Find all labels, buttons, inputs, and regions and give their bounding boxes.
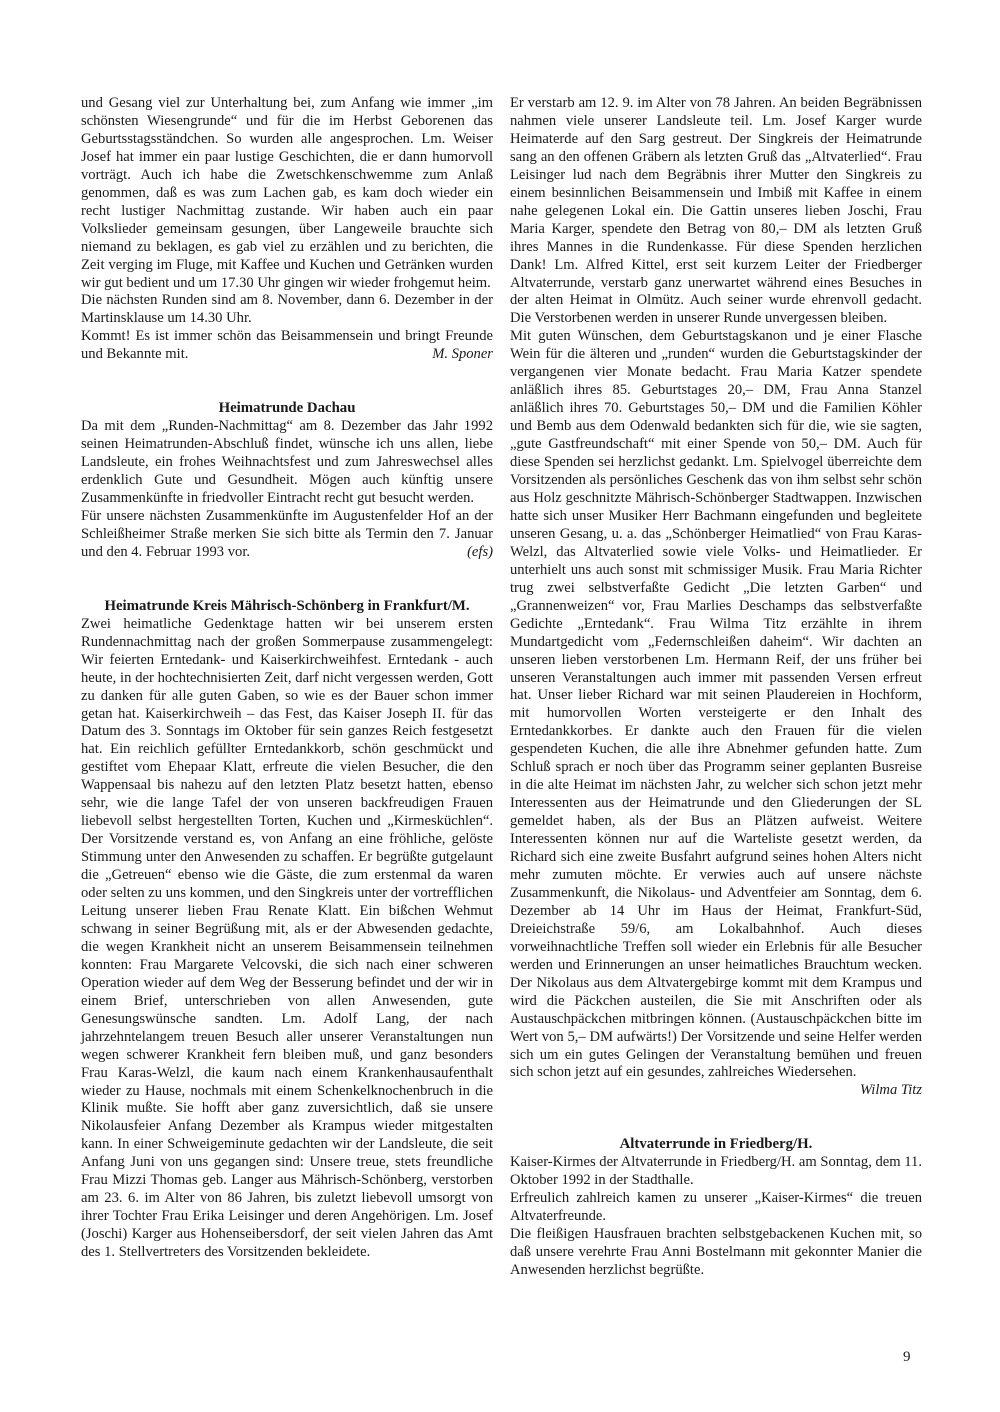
paragraph-sponer-3-text: Kommt! Es ist immer schön das Beisammensein und bringt Freunde und Bekannte mit. [81, 328, 493, 363]
signature-efs: (efs) [467, 543, 493, 560]
paragraph-frankfurt-cont-2: Mit guten Wünschen, dem Geburtstagskanon und je einer Flasche Wein für die älteren und „runden“ wurden die Geburtstagskinder der vergangenen vier Monate bedacht. Frau Maria Katzer spendete anläßlich ihres 85. Geburtstages 20,– DM, Frau Anna Stanzel anläßlich ihres 70. Geburtstages 50,– DM und die Familien Köhler und Bemb aus dem Odenwald bedankten sich für die, wie sie sagten, „gute Gastfreundschaft“ mit einer Spende von 50,– DM. Auch für diese Spenden sei herzlichst gedankt. Lm. Spielvogel überreichte dem Vorsitzenden als persönliches Geschenk das von ihm selbst sehr schön aus Holz geschnitzte Mährisch-Schönberger Stadtwappen. Inzwischen hatte sich unser Musiker Herr Bachmann eingefunden und begleitete unseren Gesang, u. a. das „Schönberger Heimatlied“ von Frau Karas-Welzl, das Altvaterlied sowie viele Volks- und Heimatlieder. Er unterhielt uns auch sonst mit schmissiger Musik. Frau Maria Richter trug zwei selbstverfaßte Gedicht „Die letzten Garben“ und „Grannenweizen“ vor, Frau Marlies Deschamps das selbstverfaßte Gedichte „Erntedank“. Frau Wilma Titz erzählte in ihrem Mundartgedicht vom „Federnschleißen daheim“. Wir dachten an unseren lieben verstorbenen Lm. Hermann Reif, der uns früher bei unseren Veranstaltungen auch immer mit passenden Versen erfreut hat. Unser lieber Richard war mit seinen Plaudereien in Hochform, mit humorvollen Worten versteigerte er den Inhalt des Erntedankkorbes. Er dankte auch den Frauen für die vielen gespendeten Kuchen, die alle ihre Abnehmer gefunden hatte. Zum Schluß sprach er noch über das Programm seiner geplanten Busreise in die alte Heimat im nächsten Jahr, zu welcher sich schon jetzt mehr Interessenten aus der Heimatrunde und den Gliederungen der SL gemeldet haben, als der Bus an Plätzen aufweist. Weitere Interessenten können nur auf die Warteliste gesetzt werden, da Richard sich eine zweite Busfahrt aufgrund seines hohen Alters nicht mehr zumuten möchte. Er verwies auch auf unsere nächste Zusammenkunft, die Nikolaus- und Adventfeier am Sonntag, dem 6. Dezember ab 14 Uhr im Haus der Heimat, Frankfurt-Süd, Dreieichstraße 59/6, am Lokalbahnhof. Auch dieses vorweihnachtliche Treffen soll wieder ein Erlebnis für alle Besucher werden und Erinnerungen an unser heimatliches Brauchtum wecken. Der Nikolaus aus dem Altvatergebirge kommt mit dem Krampus und wird die Päckchen austeilen, die Sie mit Anschriften oder als Austauschpäckchen mitbringen können. (Austauschpäckchen bitte im Wert von 5,– DM aufwärts!) Der Vorsitzende und seine Helfer werden sich um ein gutes Gelingen der Veranstaltung bemühen und freuen sich schon jetzt auf ein gesundes, zahlreiches Wiedersehen. [510, 328, 922, 1081]
heading-dachau: Heimatrunde Dachau [218, 400, 356, 417]
paragraph-sponer-2: Die nächsten Runden sind am 8. November, dann 6. Dezember in der Martinsklause um 14.30 Uhr. [81, 292, 493, 327]
paragraph-friedberg-2: Erfreulich zahlreich kamen zu unserer „Kaiser-Kirmes“ die treuen Altvaterfreunde. [510, 1190, 922, 1225]
signature-sponer: M. Sponer [432, 346, 493, 363]
paragraph-frankfurt: Zwei heimatliche Gedenktage hatten wir bei unserem ersten Rundennachmittag nach der großen Sommerpause zusammengelegt: Wir feierten Erntedank- und Kaiserkirchweihfest. Erntedank - auch heute, in der hochtechnisierten Zeit, darf nicht vergessen werden, Gott zu danken für alle guten Gaben, so wie es der Bauer schon immer getan hat. Kaiserkirchweih – das Fest, das Kaiser Joseph II. für das Datum des 3. Sonntags im Oktober für sein ganzes Reich festgesetzt hat. Ein reichlich gefüllter Erntedankkorb, schön geschmückt und gestiftet vom Ehepaar Klatt, erfreute die vielen Besucher, die den Wappensaal bis nahezu auf den letzten Platz besetzt hatten, ebenso sehr, wie die lange Tafel der von unseren backfreudigen Frauen liebevoll selbst hergestellten Torten, Kuchen und „Kirmesküchlen“. Der Vorsitzende verstand es, von Anfang an eine fröhliche, gelöste Stimmung unter den Anwesenden zu schaffen. Er begrüßte gutgelaunt die „Getreuen“ ebenso wie die Gäste, die zum erstenmal da waren oder selten zu uns kommen, und den Singkreis unter der vortrefflichen Leitung unserer lieben Frau Renate Klatt. Ein bißchen Wehmut schwang in seiner Begrüßung mit, als er der Abwesenden gedachte, die wegen Krankheit nicht an unserem Beisammensein teilnehmen konnten: Frau Margarete Velcovski, die sich nach einer schweren Operation wieder auf dem Weg der Besserung befindet und der wir in einem Brief, unterschrieben von allen Anwesenden, gute Genesungswünsche sandten. Lm. Adolf Lang, der nach jahrzehntelangem treuen Besuch aller unserer Veranstaltungen nun wegen schwerer Krankheit fern bleiben muß, und ganz besonders Frau Karas-Welzl, die kaum nach einem Krankenhausaufenthalt wieder zu Hause, nochmals mit einem Schenkelknochenbruch in die Klinik mußte. Sie hofft aber ganz zuversichtlich, daß sie unsere Nikolausfeier Anfang Dezember als Krampus wieder mitgestalten kann. In einer Schweigeminute gedachten wir der Landsleute, die seit Anfang Juni von uns gegangen sind: Unsere treue, stets freundliche Frau Mizzi Thomas geb. Langer aus Mährisch-Schönberg, verstorben am 23. 6. im Alter von 86 Jahren, bis zuletzt liebevoll umsorgt von ihrer Tochter Frau Erika Leisinger und deren Angehörigen. Lm. Josef (Joschi) Karger aus Hohenseibersdorf, der seit vielen Jahren das Amt des 1. Stellvertreters des Vorsitzenden bekleidete. [81, 615, 493, 1261]
paragraph-friedberg-1: Kaiser-Kirmes der Altvaterrunde in Friedberg/H. am Sonntag, dem 11. Oktober 1992 in der Stadthalle. [510, 1154, 922, 1189]
paragraph-dachau-1: Da mit dem „Runden-Nachmittag“ am 8. Dezember das Jahr 1992 seinen Heimatrunden-Abschluß findet, wünsche ich uns allen, liebe Landsleute, ein frohes Weihnachtsfest und zum Jahreswechsel alles erdenklich Gute und Gesundheit. Mögen auch künftig unsere Zusammenkünfte in friedvoller Eintracht recht gut besucht werden. [81, 418, 493, 507]
signature-titz: Wilma Titz [859, 1082, 922, 1099]
heading-friedberg: Altvaterrunde in Friedberg/H. [619, 1136, 813, 1153]
paragraph-dachau-2: Für unsere nächsten Zusammenkünfte im Augustenfelder Hof an der Schleißheimer Straße merken Sie sich bitte als Termin den 7. Januar und den 4. Februar 1993 vor. [81, 507, 493, 560]
paragraph-friedberg-3: Die fleißigen Hausfrauen brachten selbstgebackenen Kuchen mit, so daß unsere verehrte Frau Anni Bostelmann mit gekonnter Manier die Anwesenden herzlichst begrüßte. [510, 1226, 922, 1279]
paragraph-sponer-1: und Gesang viel zur Unterhaltung bei, zum Anfang wie immer „im schönsten Wiesengrunde“ und für die im Herbst Geborenen das Geburtsstagsständchen. So wurden alle angesprochen. Lm. Weiser Josef hat immer ein paar lustige Geschichten, die er dann humorvoll vorträgt. Auch ich habe die Zwetschkenschwemme zum Anlaß genommen, daß es was zum Lachen gab, es kam doch wieder ein recht lustiger Nachmittag zustande. Wir haben auch ein paar Volkslieder gemeinsam gesungen, über Langeweile brauchte sich niemand zu beklagen, es gab viel zu erzählen und zu berichten, die Zeit verging im Fluge, mit Kaffee und Kuchen und Getränken wurden wir gut bedient und um 17.30 Uhr gingen wir wieder frohgemut heim. [81, 95, 493, 291]
left-column [81, 95, 493, 1262]
page-number: 9 [903, 1349, 911, 1365]
paragraph-frankfurt-cont-1: Er verstarb am 12. 9. im Alter von 78 Jahren. An beiden Begräbnissen nahmen viele unserer Landsleute teil. Lm. Josef Karger wurde Heimaterde auf den Sarg gestreut. Der Singkreis der Heimatrunde sang an den offenen Gräbern als letzten Gruß das „Altvaterlied“. Frau Leisinger lud nach dem Begräbnis ihrer Mutter den Singkreis zu einem besinnlichen Beisammensein und Imbiß mit Kaffee in einem nahe gelegenen Lokal ein. Die Gattin unseres lieben Joschi, Frau Maria Karger, spendete den Betrag von 80,– DM als letzten Gruß ihres Mannes in die Rundenkasse. Für diese Spenden herzlichen Dank! Lm. Alfred Kittel, erst seit kurzem Leiter der Friedberger Altvaterrunde, verstarb ganz unerwartet während eines Besuches in der alten Heimat in Olmütz. Auch seiner wurde ehrenvoll gedacht. Die Verstorbenen werden in unserer Runde unvergessen bleiben. [510, 95, 922, 327]
right-column [510, 95, 922, 1280]
heading-frankfurt: Heimatrunde Kreis Mährisch-Schönberg in Frankfurt/M. [104, 597, 470, 614]
